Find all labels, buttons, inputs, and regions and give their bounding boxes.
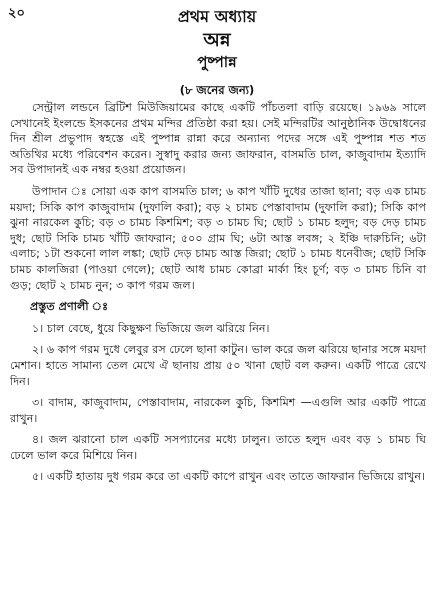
section-title: অন্ন (203, 29, 231, 51)
ingredients-paragraph: উপাদান ঃ সোয়া এক কাপ বাসমতি চাল; ৬ কাপ খাঁটি দুধের তাজা ছানা; বড় এক চামচ ময়দা; সিকি কাপ কাজুবাদাম (দুফালি করা); বড় ২ চামচ পেস্তাবাদাম (দুফালি করা); সিকি কাপ ঝুনা নারকেল কুচি; বড় ৩ চামচ কিশমিশ; বড় ৩ চামচ ঘি; ছোট ১ চামচ হলুদ; বড় দেড় চামচ দুধ; ছোট সিকি চামচ খাঁটি জাফরান; ৫০০ গ্রাম ঘি; ৬টা আস্ত লবঙ্গ; ২ ইঞ্চি দারুচিনি; ৬টা এলাচ; ১টা শুকনো লাল লঙ্কা; ছোট দেড় চামচ আস্ত জিরা; ছোট ১ চামচ ধনেবীজ; ছোট সিকি চামচ কালজিরা (পাওয়া গেলে); ছোট আধ চামচ কোব্রা মার্কা হিং চূর্ণ; বড় ৩ চামচ চিনি বা গুড়; ছোট ২ চামচ নুন; ৩ কাপ গরম জল। (10, 184, 426, 292)
method-step: ৪। জল ঝরানো চাল একটি সসপ্যানের মধ্যে ঢালুন। তাতে হলুদ এবং বড় ১ চামচ ঘি ঢেলে ভাল করে মিশিয়ে নিন। (10, 433, 426, 462)
method-step: ১। চাল বেছে, ধুয়ে কিছুক্ষণ ভিজিয়ে জল ঝরিয়ে নিন। (32, 321, 270, 335)
method-step: ৩। বাদাম, কাজুবাদাম, পেস্তাবাদাম, নারকেল কুচি, কিশমিশ —এগুলি আর একটি পাত্রে রাখুন। (10, 396, 426, 425)
recipe-body (10, 100, 426, 491)
recipe-title: পুষ্পান্ন (197, 53, 237, 71)
method-step: ২। ৬ কাপ গরম দুধে লেবুর রস ঢেলে ছানা কাটুন। ভাল করে জল ঝরিয়ে ছানার সঙ্গে ময়দা মেশান। হাতে সামান্য তেল মেখে ঐ ছানায় প্রায় ৫০ খানা ছোট বল করুন। একটি পাত্রে রেখে দিন। (10, 343, 426, 388)
serving-note: (৮ জনের জন্য) (179, 83, 255, 97)
chapter-heading: প্রথম অধ্যায় (177, 7, 257, 26)
heading-block (0, 6, 434, 72)
intro-paragraph: সেন্ট্রাল লন্ডনে ব্রিটিশ মিউজিয়ামের কাছে একটি পাঁচতলা বাড়ি রয়েছে। ১৯৬৯ সালে সেখানেই ইংলন্ডে ইসকনের প্রথম মন্দির প্রতিষ্ঠা করা হয়। সেই মন্দিরটির আনুষ্ঠানিক উদ্বোধনের দিন শ্রীল প্রভুপাদ স্বহস্তে এই পুষ্পান্ন রান্না করে অন্যান্য পদের সঙ্গে এই পুষ্পান্ন শত শত অতিথির মধ্যে পরিবেশন করেন। সুস্বাদু করার জন্য জাফরান, বাসমতি চাল, কাজুবাদাম ইত্যাদি সব উপাদানই এক নম্বর হওয়া প্রয়োজন। (10, 101, 426, 177)
method-step: ৫। একটি হাতায় দুধ গরম করে তা একটি কাপে রাখুন এবং তাতে জাফরান ভিজিয়ে রাখুন। (32, 470, 426, 484)
method-heading: প্রস্তুত প্রণালী ঃ (30, 300, 109, 314)
page-number: ২০ (8, 6, 25, 21)
